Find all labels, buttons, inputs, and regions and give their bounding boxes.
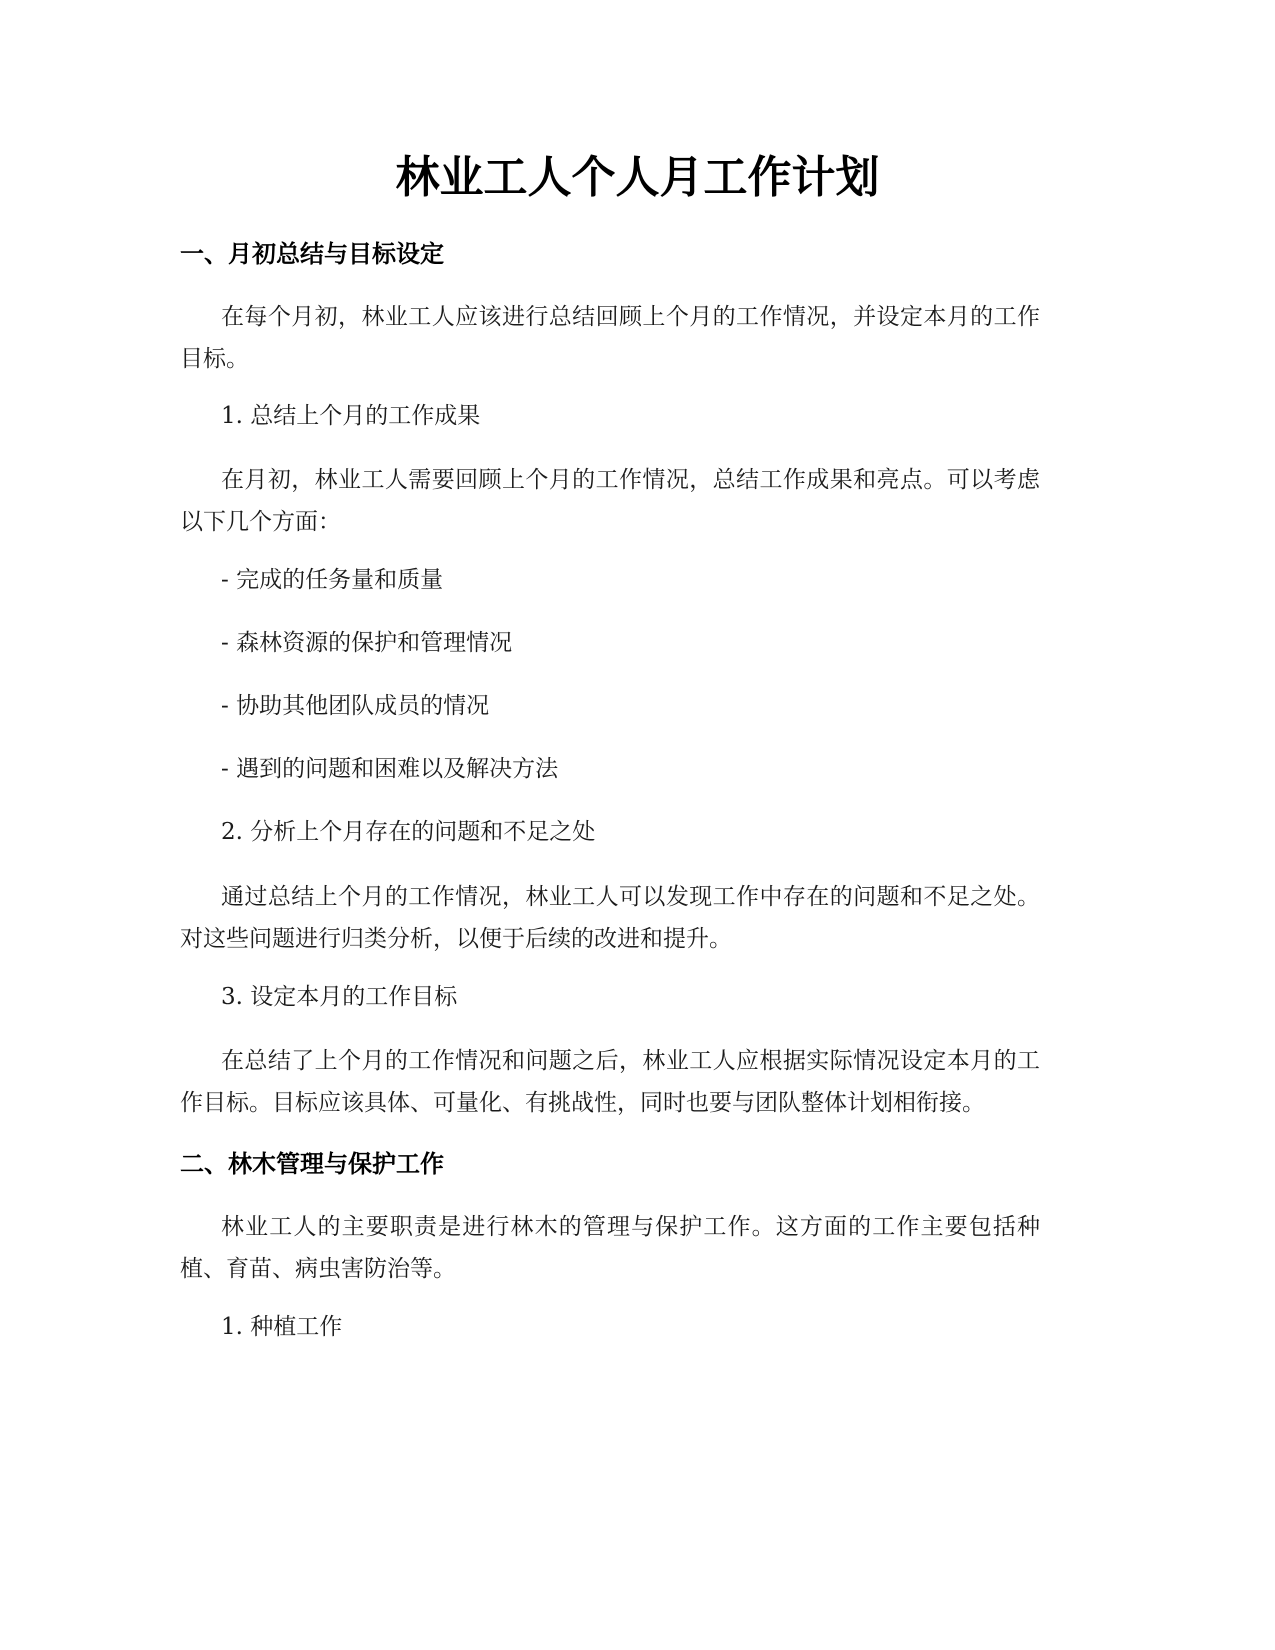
subsection-1-3-body: 在总结了上个月的工作情况和问题之后，林业工人应根据实际情况设定本月的工作目标。目标应该具体、可量化、有挑战性，同时也要与团队整体计划相衔接。 — [180, 1048, 1040, 1116]
subsection-heading-1-1: 1. 总结上个月的工作成果 — [221, 403, 481, 429]
subsection-1-2-body: 通过总结上个月的工作情况，林业工人可以发现工作中存在的问题和不足之处。对这些问题进行归类分析，以便于后续的改进和提升。 — [180, 884, 1040, 952]
section-heading-2: 二、林木管理与保护工作 — [180, 1150, 444, 1178]
subsection-heading-2-1: 1. 种植工作 — [221, 1314, 343, 1340]
section-heading-1: 一、月初总结与目标设定 — [180, 240, 444, 268]
document-title: 林业工人个人月工作计划 — [395, 152, 880, 203]
bullet-item: - 森林资源的保护和管理情况 — [221, 630, 513, 656]
bullet-item: - 遇到的问题和困难以及解决方法 — [221, 756, 559, 782]
subsection-heading-1-2: 2. 分析上个月存在的问题和不足之处 — [221, 819, 596, 845]
subsection-heading-1-3: 3. 设定本月的工作目标 — [221, 984, 458, 1010]
subsection-1-1-body: 在月初，林业工人需要回顾上个月的工作情况，总结工作成果和亮点。可以考虑以下几个方面： — [180, 467, 1040, 535]
bullet-item: - 协助其他团队成员的情况 — [221, 693, 490, 719]
section-1-intro: 在每个月初，林业工人应该进行总结回顾上个月的工作情况，并设定本月的工作目标。 — [180, 304, 1040, 372]
bullet-item: - 完成的任务量和质量 — [221, 567, 444, 593]
section-2-intro: 林业工人的主要职责是进行林木的管理与保护工作。这方面的工作主要包括种植、育苗、病虫害防治等。 — [180, 1214, 1040, 1282]
